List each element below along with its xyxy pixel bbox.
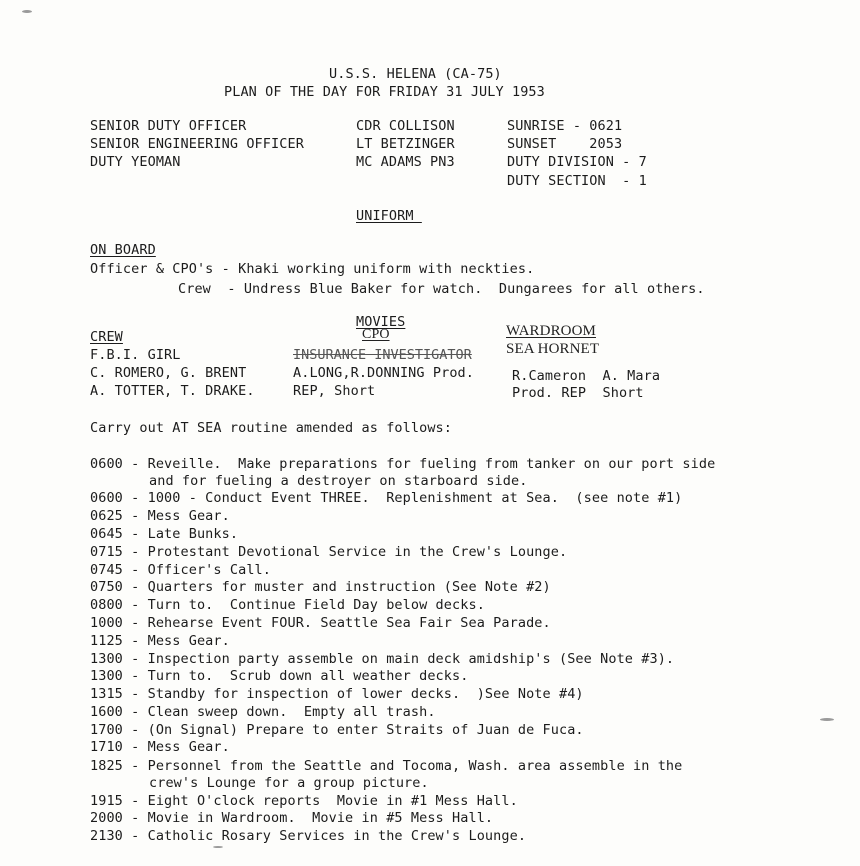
cpo-heading: CPO <box>362 327 390 342</box>
movies-heading: MOVIES <box>356 314 406 330</box>
schedule-item: 1300 - Turn to. Scrub down all weather decks. <box>90 668 469 684</box>
schedule-item: 0600 - 1000 - Conduct Event THREE. Replenishment at Sea. (see note #1) <box>90 490 683 506</box>
info-sunrise: SUNRISE - 0621 <box>507 118 623 134</box>
schedule-item-continued: and for fueling a destroyer on starboard side. <box>149 473 528 489</box>
duty-role-3: DUTY YEOMAN <box>90 154 181 170</box>
routine-intro: Carry out AT SEA routine amended as follows: <box>90 420 453 436</box>
uniform-crew-line: Crew - Undress Blue Baker for watch. Dungarees for all others. <box>178 281 705 297</box>
schedule-item: 1000 - Rehearse Event FOUR. Seattle Sea Fair Sea Parade. <box>90 615 551 631</box>
scan-mark <box>213 846 223 848</box>
schedule-item-continued: crew's Lounge for a group picture. <box>149 775 429 791</box>
schedule-item: 1315 - Standby for inspection of lower decks. )See Note #4) <box>90 686 584 702</box>
cpo-movie-cast: A.LONG,R.DONNING Prod. <box>293 365 475 381</box>
duty-name-1: CDR COLLISON <box>356 118 455 134</box>
info-duty-division: DUTY DIVISION - 7 <box>507 154 647 170</box>
crew-movie-cast: C. ROMERO, G. BRENT <box>90 365 247 381</box>
crew-movie-title: F.B.I. GIRL <box>90 347 181 363</box>
schedule-item: 0645 - Late Bunks. <box>90 526 239 542</box>
schedule-item: 0745 - Officer's Call. <box>90 562 272 578</box>
schedule-item: 1915 - Eight O'clock reports Movie in #1 Mess Hall. <box>90 793 518 809</box>
uniform-heading: UNIFORM <box>356 208 422 224</box>
duty-name-2: LT BETZINGER <box>356 136 455 152</box>
uniform-officer-line: Officer & CPO's - Khaki working uniform with neckties. <box>90 261 535 277</box>
scan-mark <box>22 10 32 13</box>
schedule-item: 1710 - Mess Gear. <box>90 739 230 755</box>
plan-title: PLAN OF THE DAY FOR FRIDAY 31 JULY 1953 <box>224 84 545 100</box>
schedule-item: 0600 - Reveille. Make preparations for fueling from tanker on our port side <box>90 456 716 472</box>
schedule-item: 0800 - Turn to. Continue Field Day below decks. <box>90 597 485 613</box>
on-board-heading: ON BOARD <box>90 242 156 258</box>
wardroom-heading: WARDROOM <box>506 323 596 339</box>
schedule-item: 1300 - Inspection party assemble on main deck amidship's (See Note #3). <box>90 651 675 667</box>
schedule-item: 1700 - (On Signal) Prepare to enter Straits of Juan de Fuca. <box>90 722 584 738</box>
info-sunset: SUNSET 2053 <box>507 136 623 152</box>
wardroom-movie-title: SEA HORNET <box>506 341 600 357</box>
schedule-item: 1125 - Mess Gear. <box>90 633 230 649</box>
duty-role-1: SENIOR DUTY OFFICER <box>90 118 247 134</box>
schedule-item: 2000 - Movie in Wardroom. Movie in #5 Mess Hall. <box>90 810 494 826</box>
schedule-item: 0750 - Quarters for muster and instruction (See Note #2) <box>90 579 551 595</box>
duty-name-3: MC ADAMS PN3 <box>356 154 455 170</box>
schedule-item: 1825 - Personnel from the Seattle and Tocoma, Wash. area assemble in the <box>90 758 683 774</box>
wardroom-movie-prod: Prod. REP Short <box>512 385 644 401</box>
schedule-item: 1600 - Clean sweep down. Empty all trash. <box>90 704 436 720</box>
crew-movie-prod: A. TOTTER, T. DRAKE. <box>90 383 255 399</box>
ship-title: U.S.S. HELENA (CA-75) <box>329 66 502 82</box>
schedule-item: 0625 - Mess Gear. <box>90 508 230 524</box>
duty-role-2: SENIOR ENGINEERING OFFICER <box>90 136 304 152</box>
schedule-item: 0715 - Protestant Devotional Service in the Crew's Lounge. <box>90 544 568 560</box>
cpo-movie-prod: REP, Short <box>293 383 376 399</box>
scan-mark <box>820 718 834 721</box>
schedule-item: 2130 - Catholic Rosary Services in the Crew's Lounge. <box>90 828 527 844</box>
info-duty-section: DUTY SECTION - 1 <box>507 173 647 189</box>
crew-heading: CREW <box>90 329 123 345</box>
cpo-movie-title: INSURANCE INVESTIGATOR <box>293 347 472 363</box>
wardroom-movie-cast: R.Cameron A. Mara <box>512 368 661 384</box>
